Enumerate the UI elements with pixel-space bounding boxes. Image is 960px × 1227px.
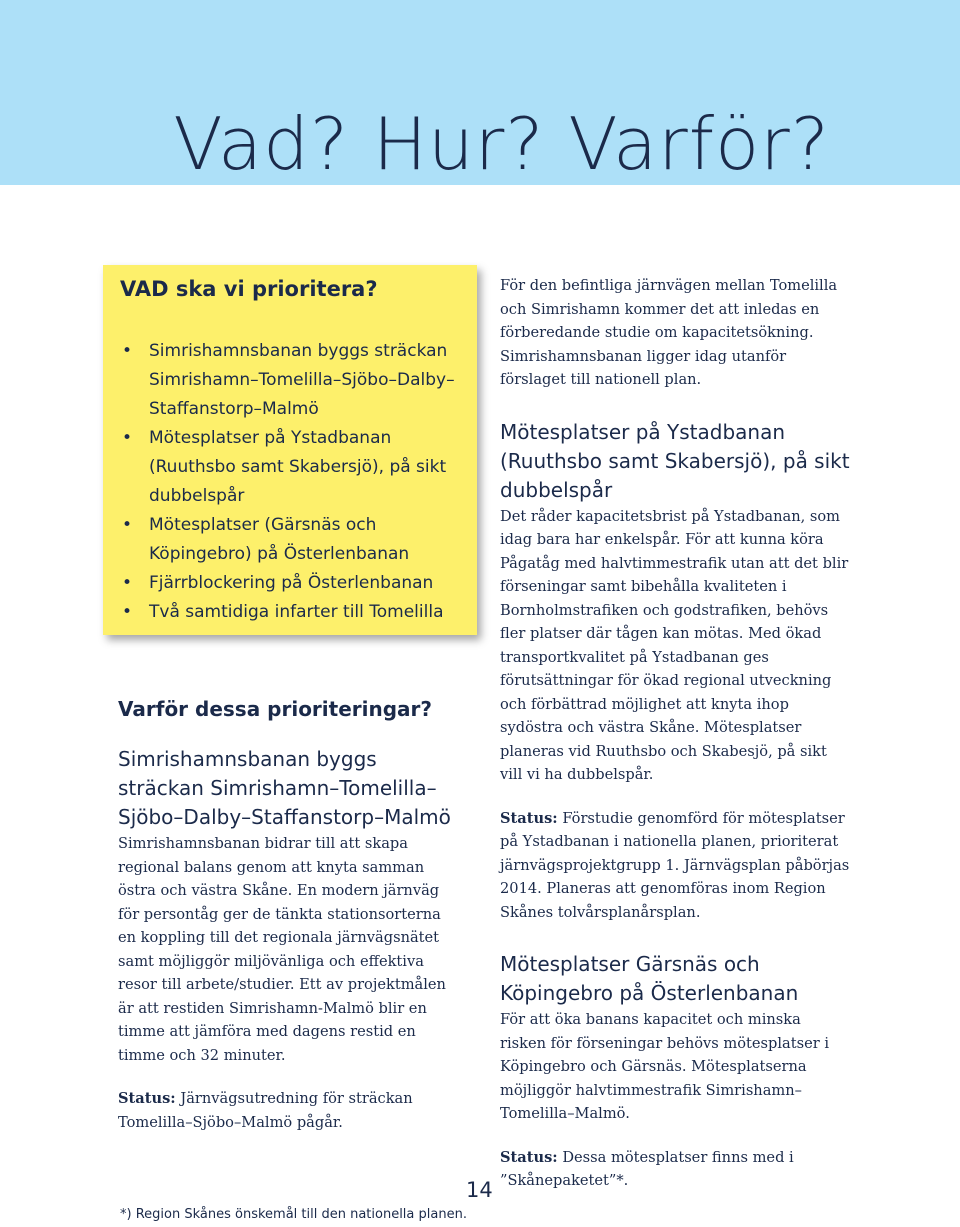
intro-paragraph: För den befintliga järnvägen mellan Tomelilla och Simrishamn kommer det att inledas en förberedande studie om kapacitetsökning. Simrishamnsbanan ligger idag utanför förslaget till nationell plan. <box>500 277 838 388</box>
status-simrishamnsbanan <box>118 1087 463 1134</box>
priority-item: • Simrishamnsbanan byggs sträckan Simrishamn–Tomelilla–Sjöbo–Dalby–Staffanstorp–Malmö <box>103 337 463 424</box>
page-title: Vad? Hur? Varför? <box>173 102 830 186</box>
left-column <box>118 695 463 1134</box>
why-heading: Varför dessa prioriteringar? <box>118 697 433 721</box>
status-text: Järnvägsutredning för sträckan Tomelilla–Sjöbo–Malmö pågår. <box>118 1090 413 1131</box>
section-heading-ystadbanan: Mötesplatser på Ystadbanan (Ruuthsbo samt Skabersjö), på sikt dubbelspår <box>500 419 850 502</box>
section-body-simrishamnsbanan: Simrishamnsbanan bidrar till att skapa regional balans genom att knyta samman östra och västra Skåne. En modern järnväg för persontåg ger de tänkta stationsorterna en koppling till det regionala järnvägsnätet samt möjliggör miljövänliga och effektiva resor till arbete/studier. Ett av projektmålen är att restiden Simrishamn-Malmö blir en timme att jämföra med dagens restid en timme och 32 minuter. <box>118 835 446 1064</box>
status-label: Status: <box>118 1090 176 1107</box>
footnote: *) Region Skånes önskemål till den nationella planen. <box>120 1207 467 1222</box>
priority-item: • Fjärrblockering på Österlenbanan <box>103 569 463 598</box>
section-heading-simrishamnsbanan: Simrishamnsbanan byggs sträckan Simrishamn–Tomelilla–Sjöbo–Dalby–Staffanstorp–Malmö <box>118 747 451 829</box>
priority-box-heading: VAD ska vi prioritera? <box>120 277 378 301</box>
priority-item: • Mötesplatser (Gärsnäs och Köpingebro) på Österlenbanan <box>103 511 463 569</box>
status-label: Status: <box>500 809 558 827</box>
priority-item: • Mötesplatser på Ystadbanan (Ruuthsbo samt Skabersjö), på sikt dubbelspår <box>103 424 463 511</box>
section-body-ystadbanan: Det råder kapacitetsbrist på Ystadbanan, som idag bara har enkelspår. För att kunna köra Pågatåg med halvtimmestrafik utan att det blir förseningar samt bibehålla kvaliteten i Bornholmstrafiken och godstrafiken, behövs fler platser där tågen kan mötas. Med ökad transportkvalitet på Ystadbanan ges förutsättningar för ökad regional utveckning och förbättrad möjlighet att knyta ihop sydöstra och västra Skåne. Mötesplatser planeras vid Ruuthsbo och Skabesjö, på sikt vill vi ha dubbelspår. <box>500 507 849 783</box>
section-heading-osterlenbanan: Mötesplatser Gärsnäs och Köpingebro på Österlenbanan <box>500 952 799 1005</box>
status-label: Status: <box>500 1148 558 1166</box>
priority-item: • Två samtidiga infarter till Tomelilla <box>103 598 463 627</box>
status-osterlenbanan <box>500 1146 850 1193</box>
status-text: Dessa mötesplatser finns med i ”Skånepaketet”*. <box>500 1148 794 1189</box>
header-band <box>0 0 960 185</box>
status-ystadbanan <box>500 807 850 925</box>
right-column <box>500 274 850 1193</box>
status-text: Förstudie genomförd för mötesplatser på Ystadbanan i nationella planen, prioriterat järnvägsprojektgrupp 1. Järnvägsplan påbörjas 2014. Planeras att genomföras inom Region Skånes tolvårsplanårsplan. <box>500 809 850 921</box>
priority-box <box>103 265 477 635</box>
page-number: 14 <box>466 1178 493 1202</box>
section-body-osterlenbanan: För att öka banans kapacitet och minska risken för förseningar behövs mötesplatser i Köpingebro och Gärsnäs. Mötesplatserna möjliggör halvtimmestrafik Simrishamn–Tomelilla–Malmö. <box>500 1011 830 1122</box>
priority-list <box>103 337 463 627</box>
